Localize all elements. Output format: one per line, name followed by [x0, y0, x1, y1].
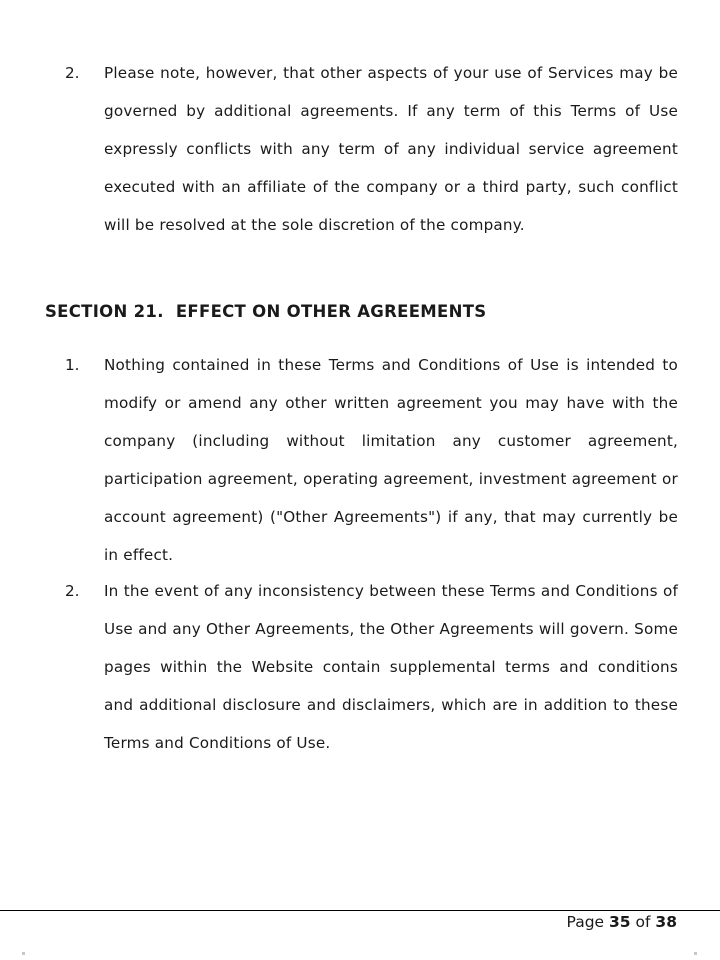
- list-item-text: Please note, however, that other aspects of your use of Services may be governed by additional agreements. If any term of this Terms of Use expressly conflicts with any term of any individual service agreement executed with an affiliate of the company or a third party, such conflict will be resolved at the sole discretion of the company.: [104, 64, 678, 234]
- list-item-number: 1.: [65, 356, 80, 374]
- list-item: [45, 347, 678, 574]
- list-item-number: 2.: [65, 582, 80, 600]
- list-item: [45, 55, 678, 245]
- of-label: of: [635, 913, 651, 931]
- page-number-footer: [567, 910, 677, 934]
- section-heading: SECTION 21. EFFECT ON OTHER AGREEMENTS: [45, 302, 487, 321]
- list-item-number: 2.: [65, 64, 80, 82]
- corner-mark: [22, 952, 25, 955]
- corner-mark: [694, 952, 697, 955]
- current-page-number: 35: [609, 913, 631, 931]
- list-item: [45, 573, 678, 763]
- list-item-text: In the event of any inconsistency between these Terms and Conditions of Use and any Other Agreements, the Other Agreements will govern. Some pages within the Website contain supplemental terms and conditions and additional disclosure and disclaimers, which are in addition to these Terms and Conditions of Use.: [104, 582, 678, 752]
- page-label: Page: [566, 913, 605, 931]
- total-pages-number: 38: [655, 913, 677, 931]
- list-item-text: Nothing contained in these Terms and Conditions of Use is intended to modify or amend any other written agreement you may have with the company (including without limitation any customer agreement, participation agreement, operating agreement, investment agreement or account agreement) ("Other Agreements") if any, that may currently be in effect.: [104, 356, 678, 564]
